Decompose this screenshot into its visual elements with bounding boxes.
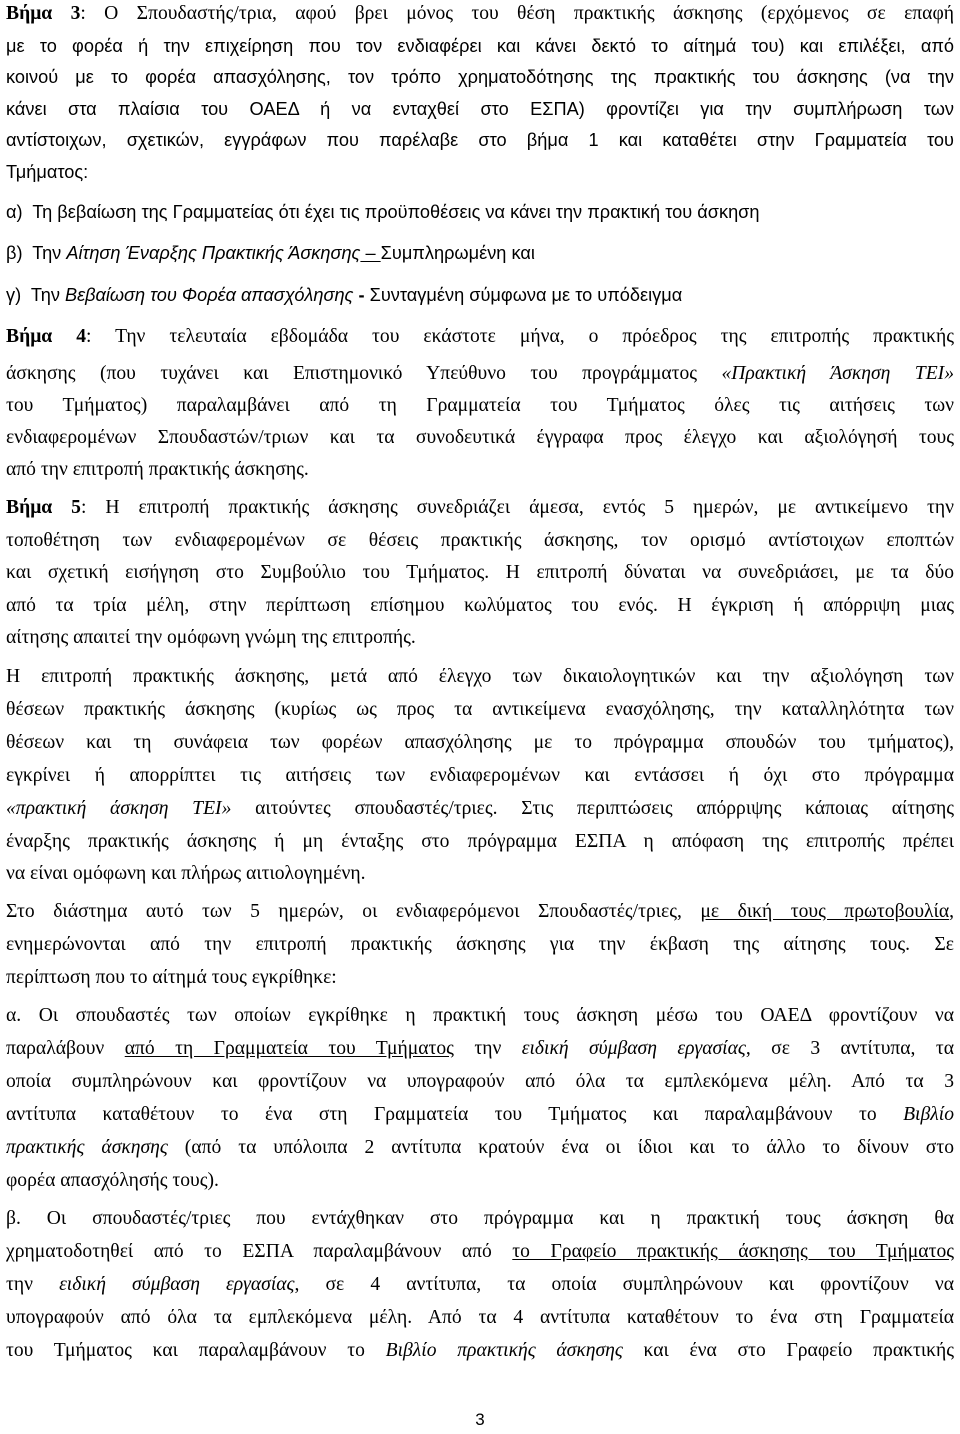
step3-line-5: αντίστοιχων, σχετικών, εγγράφων που παρέλαβε στο βήμα 1 και καταθέτει στην Γραμματεία του xyxy=(6,130,954,150)
step3-item-a: α) Τη βεβαίωση της Γραμματείας ότι έχει τις προϋποθέσεις να κάνει την πρακτική του άσκηση xyxy=(6,202,760,222)
item-a-line-4: αντίτυπα καταθέτουν το ένα στη Γραμματεία του Τμήματος και παραλαμβάνουν το Βιβλίο xyxy=(6,1104,954,1125)
page-number: 3 xyxy=(475,1410,485,1429)
step3-heading: Βήμα 3 xyxy=(6,3,81,24)
item-b-line-3: την ειδική σύμβαση εργασίας, σε 4 αντίτυπα, τα οποία συμπληρώνουν και φροντίζουν να xyxy=(6,1274,954,1295)
step5-line-1: Βήμα 5: Η επιτροπή πρακτικής άσκησης συνεδριάζει άμεσα, εντός 5 ημερών, με αντικείμενο την xyxy=(6,497,954,518)
step3-item-b: β) Την Αίτηση Έναρξης Πρακτικής Άσκησης – Συμπληρωμένη και xyxy=(6,243,535,263)
step5-line-4: από τα τρία μέλη, στην περίπτωση επίσημου κωλύματος του ενός. Η έγκριση ή απόρριψη μιας xyxy=(6,595,954,616)
step3-line-3: κοινού με το φορέα απασχόλησης, τον τρόπο χρηματοδότησης της πρακτικής του άσκησης (να την xyxy=(6,67,954,87)
item-a-line-2: παραλάβουν από τη Γραμματεία του Τμήματος την ειδική σύμβαση εργασίας, σε 3 αντίτυπα, τα xyxy=(6,1038,955,1059)
committee-line-5: «πρακτική άσκηση ΤΕΙ» αιτούντες σπουδαστές/τριες. Στις περιπτώσεις απόρριψης κάποιας αίτησης xyxy=(6,798,954,819)
step4-line-4: ενδιαφερομένων Σπουδαστών/τριων και τα συνοδευτικά έγγραφα προς έλεγχο και αξιολόγησή τους xyxy=(6,427,954,448)
item-b-line-2: χρηματοδοτηθεί από το ΕΣΠΑ παραλαμβάνουν από το Γραφείο πρακτικής άσκησης του Τμήματος xyxy=(6,1241,955,1262)
step4-line-3: του Τμήματος) παραλαμβάνει από τη Γραμματεία του Τμήματος όλες τις αιτήσεις των xyxy=(6,395,954,416)
step4-line-5: από την επιτροπή πρακτικής άσκησης. xyxy=(6,459,309,480)
step5-line-3: και σχετική εισήγηση στο Συμβούλιο του Τμήματος. Η επιτροπή δύναται να συνεδριάσει, με τα δύο xyxy=(6,562,954,583)
step3-line-6: Τμήματος: xyxy=(6,162,89,182)
item-b-line-1: β. Οι σπουδαστές/τριες που εντάχθηκαν στο πρόγραμμα και η πρακτική τους άσκηση θα xyxy=(6,1208,954,1229)
interval-line-1: Στο διάστημα αυτό των 5 ημερών, οι ενδιαφερόμενοι Σπουδαστές/τριες, με δική τους πρωτοβουλία, xyxy=(6,901,954,922)
step3-line-4: κάνει στα πλαίσια του ΟΑΕΔ ή να ενταχθεί στο ΕΣΠΑ) φροντίζει για την συμπλήρωση των xyxy=(6,99,954,119)
item-a-line-1: α. Οι σπουδαστές των οποίων εγκρίθηκε η πρακτική τους άσκηση μέσω του ΟΑΕΔ φροντίζουν να xyxy=(6,1005,954,1026)
item-b-line-4: υπογραφούν από όλα τα εμπλεκόμενα μέλη. Από τα 4 αντίτυπα καταθέτουν το ένα στη Γραμματεία xyxy=(6,1307,954,1328)
committee-line-4: εγκρίνει ή απορρίπτει τις αιτήσεις των ενδιαφερομένων και εντάσσει ή όχι στο πρόγραμμα xyxy=(6,765,954,786)
step5-line-2: τοποθέτηση των ενδιαφερομένων σε θέσεις πρακτικής άσκησης, τον ορισμό αντίστοιχων εποπτών xyxy=(6,530,954,551)
step4-heading: Βήμα 4 xyxy=(6,326,87,347)
committee-line-2: θέσεων πρακτικής άσκησης (κυρίως ως προς τα αντικείμενα ενασχόλησης, την καταλληλότητα των xyxy=(6,699,954,720)
step4-line-1: Βήμα 4: Την τελευταία εβδομάδα του εκάστοτε μήνα, ο πρόεδρος της επιτροπής πρακτικής xyxy=(6,326,954,347)
item-a-line-6: φορέα απασχόλησής τους). xyxy=(6,1170,219,1191)
step3-line-1: Βήμα 3: Ο Σπουδαστής/τρια, αφού βρει μόνος του θέση πρακτικής άσκησης (ερχόμενος σε επαφή xyxy=(6,3,955,24)
item-b-line-5: του Τμήματος και παραλαμβάνουν το Βιβλίο πρακτικής άσκησης και ένα στο Γραφείο πρακτικής xyxy=(6,1340,954,1361)
step4-line-2: άσκησης (που τυχάνει και Επιστημονικό Υπεύθυνο του προγράμματος «Πρακτική Άσκηση ΤΕΙ» xyxy=(6,363,954,384)
committee-line-6: έναρξης πρακτικής άσκησης ή μη ένταξης στο πρόγραμμα ΕΣΠΑ η απόφαση της επιτροπής πρέπει xyxy=(6,831,954,852)
step3-line-2: με το φορέα ή την επιχείρηση που τον ενδιαφέρει και κάνει δεκτό το αίτημά του) και επιλέξει, από xyxy=(6,36,954,56)
committee-line-7: να είναι ομόφωνη και πλήρως αιτιολογημένη. xyxy=(6,863,366,884)
interval-line-2: ενημερώνονται από την επιτροπή πρακτικής άσκησης για την έκβαση της αίτησης τους. Σε xyxy=(6,934,954,955)
step3-item-c: γ) Την Βεβαίωση του Φορέα απασχόλησης - Συνταγμένη σύμφωνα με το υπόδειγμα xyxy=(6,285,683,305)
step5-heading: Βήμα 5 xyxy=(6,497,81,518)
step5-line-5: αίτησης απαιτεί την ομόφωνη γνώμη της επιτροπής. xyxy=(6,627,416,648)
item-a-line-3: οποία συμπληρώνουν και φροντίζουν να υπογραφούν από όλα τα εμπλεκόμενα μέλη. Από τα 3 xyxy=(6,1071,954,1092)
item-a-line-5: πρακτικής άσκησης (από τα υπόλοιπα 2 αντίτυπα κρατούν ένα οι ίδιοι και το άλλο το δίνουν στο xyxy=(6,1137,954,1158)
interval-line-3: περίπτωση που το αίτημά τους εγκρίθηκε: xyxy=(6,967,337,988)
committee-line-3: θέσεων και τη συνάφεια των φορέων απασχόλησης με το πρόγραμμα σπουδών του τμήματος), xyxy=(6,732,954,753)
committee-line-1: Η επιτροπή πρακτικής άσκησης, μετά από έλεγχο των δικαιολογητικών και την αξιολόγηση των xyxy=(6,666,954,687)
